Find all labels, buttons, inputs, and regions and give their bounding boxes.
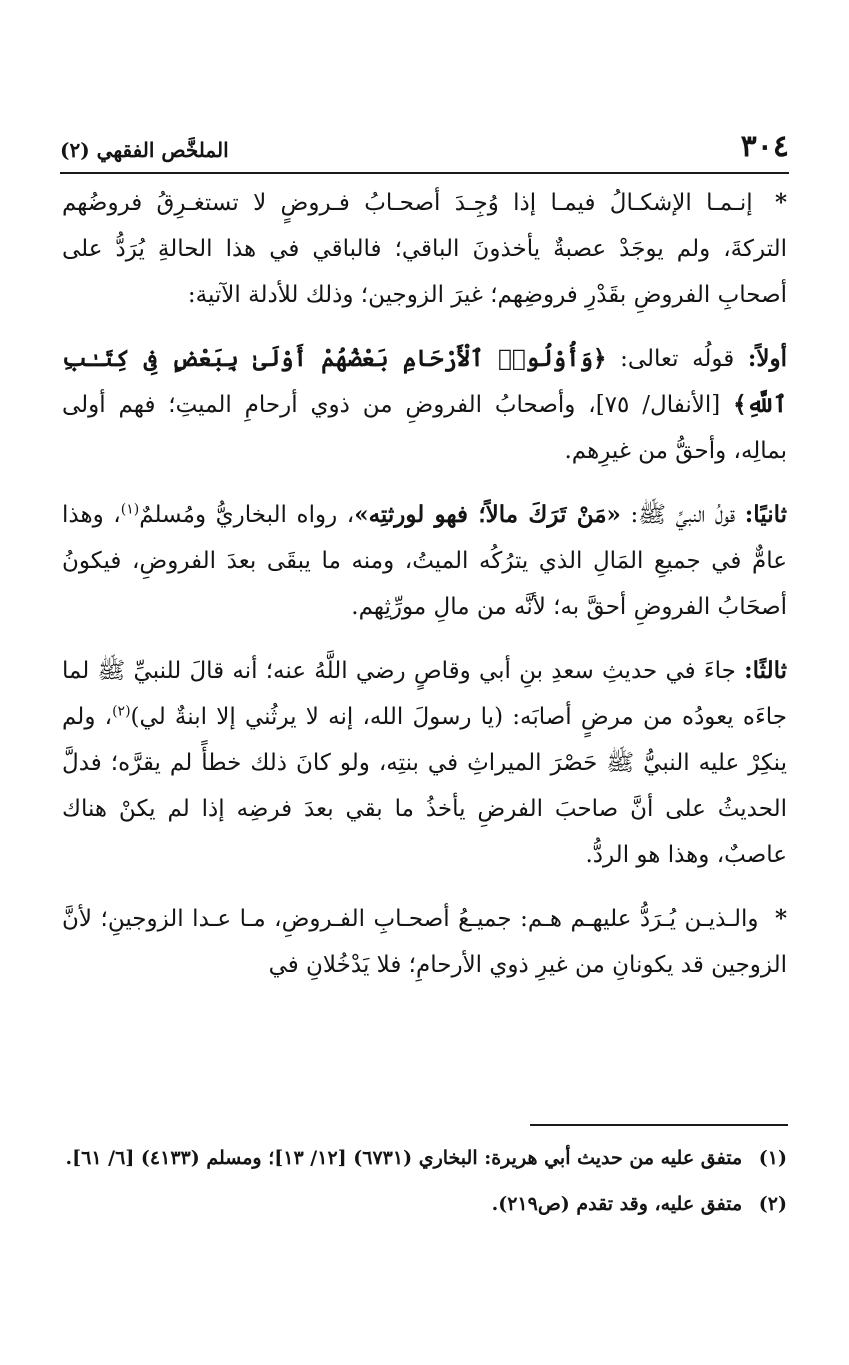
main-text — [62, 180, 787, 988]
footnote-text: متفق عليه من حديث أبي هريرة: البخاري (٦٧٣١) [١٢/ ١٣]؛ ومسلم (٤١٣٣) [٦/ ٦١]. — [65, 1147, 743, 1169]
evidence-text: [الأنفال/ ٧٥]، وأصحابُ الفروضِ من ذوي أرحامِ الميتِ؛ فهم أولى بمالِه، وأحقُّ من غيرِهم. — [62, 392, 787, 464]
footnote-number: (٢) — [758, 1193, 787, 1215]
paragraph-evidence-first — [62, 336, 787, 474]
evidence-label: ثالثًا: — [744, 657, 787, 684]
evidence-intro: جاءَ في حديثِ سعدِ بنِ أبي وقاصٍ رضي اللَّهُ عنه؛ أنه قالَ للنبيِّ ﷺ لما جاءَه يعودُه من مرضٍ أصابَه: (يا رسولَ الله، إنه لا يرثُني إلا ابنةٌ لي) — [62, 658, 788, 730]
evidence-intro: قولُه تعالى: — [620, 346, 735, 372]
footnote-text: متفق عليه، وقد تقدم (ص٢١٩). — [491, 1193, 743, 1215]
paragraph-evidence-third — [62, 648, 787, 878]
hadith-source: ، رواه البخاريُّ ومُسلمٌ — [139, 502, 355, 528]
asterisk-bullet: * — [774, 189, 787, 216]
footnote-marker[interactable]: (١) — [120, 501, 140, 518]
page-number: ٣٠٤ — [740, 129, 789, 164]
paragraph-text: والـذيـن يُـرَدُّ عليهـم هـم: جميـعُ أصحـابِ الفـروضِ، مـا عـدا الزوجينِ؛ لأنَّ الزوجين قد يكونانِ من غيرِ ذوي الأرحامِ؛ فلا يَدْخُلانِ في — [62, 906, 787, 978]
footnote-item — [62, 1140, 787, 1176]
paragraph-text: إنـمـا الإشكـالُ فيمـا إذا وُجِـدَ أصحـابُ فـروضٍ لا تستغـرِقُ فروضُهم التركةَ، ولم يوجَدْ عصبةٌ يأخذونَ الباقي؛ فالباقي في هذا الحالةِ يُرَدُّ على أصحابِ الفروضِ بقَدْرِ فروضِهم؛ غيرَ الزوجين؛ وذلك للأدلة الآتية: — [62, 190, 787, 308]
evidence-text: ، وهذا عامٌّ في جميعِ المَالِ الذي يترُكُه الميتُ، ومنه ما يبقَى بعدَ الفروضِ، فيكونُ أصحَابُ الفروضِ أحقَّ به؛ لأنَّه من مالِ مورِّثِهم. — [62, 502, 787, 620]
footnotes — [62, 1140, 787, 1232]
evidence-label: ثانيًا: — [744, 501, 788, 528]
footnote-divider — [530, 1124, 788, 1126]
evidence-label: أولاً: — [747, 345, 787, 372]
asterisk-bullet: * — [774, 905, 787, 932]
running-title: الملخَّص الفقهي (٢) — [60, 138, 229, 162]
evidence-text: ، ولم ينكِرْ عليه النبيُّ ﷺ حَصْرَ الميراثِ في بنتِه، ولو كانَ ذلك خطأً لم يقرَّه؛ فدلَّ الحديثُ على أنَّ صاحبَ الفرضِ يأخذُ ما بقي بعدَ فرضِه إذا لم يكنْ هناك عاصبٌ، وهذا هو الردُّ. — [62, 704, 787, 868]
hadith-quote: «مَنْ تَرَكَ مالاً؛ فهو لورثتِه» — [354, 501, 621, 528]
footnote-item — [62, 1186, 787, 1222]
footnote-number: (١) — [758, 1147, 787, 1169]
page-header — [60, 118, 789, 174]
quran-verse: ﴿وَأُوْلُوا۟ ٱلْأَرْحَامِ بَعْضُهُمْ أَوْلَىٰ بِبَعْضٍ فِى كِتَـٰبِ ٱللَّهِ﴾ — [62, 345, 787, 418]
evidence-intro: قولُ النبيِّ ﷺ: — [630, 502, 736, 528]
paragraph-intro — [62, 180, 787, 318]
paragraph-evidence-second — [62, 492, 787, 630]
paragraph-radd-recipients — [62, 896, 787, 988]
footnote-marker[interactable]: (٢) — [112, 703, 131, 720]
